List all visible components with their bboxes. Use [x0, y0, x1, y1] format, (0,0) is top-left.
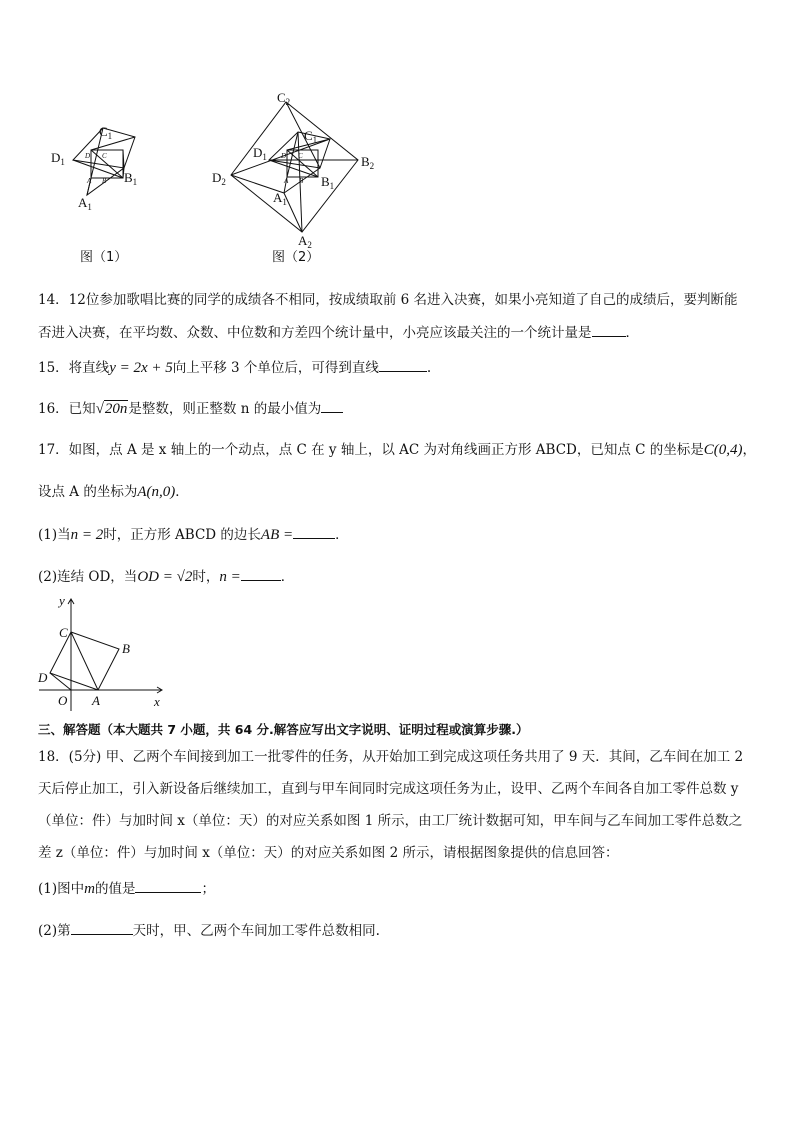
- segment-od: [50, 673, 71, 690]
- q17-line1: 17．如图，点 A 是 x 轴上的一个动点，点 C 在 y 轴上，以 AC 为对角线画正方形 ABCD，已知点 C 的坐标是C(0,4)，: [38, 442, 757, 458]
- q14-line1: 14．12位参加歌唱比赛的同学的成绩各不相同，按成绩取前 6 名进入决赛，如果小亮知道了自己的成绩后，要判断能: [38, 292, 738, 308]
- q17-part2-answer-blank[interactable]: [241, 566, 281, 581]
- label-a-small-2: A: [284, 177, 289, 185]
- label-b2: $B_2$: [361, 154, 375, 171]
- label-o: O: [58, 693, 68, 708]
- label-y: y: [59, 593, 65, 608]
- label-b1: $B_1$: [124, 170, 138, 187]
- label-a2: $A_2$: [298, 233, 312, 250]
- label-b1-fig2: $B_1$: [321, 174, 335, 191]
- q17-part2: (2)连结 OD，当OD = √2时，n = ．: [38, 566, 294, 587]
- section3-title: 三、解答题: [38, 722, 101, 737]
- q18-variable-m: m: [84, 881, 95, 897]
- label-a: A: [92, 693, 100, 708]
- q17-a-coordinate: A(n,0): [137, 484, 176, 500]
- q18-part1: (1)图中m的值是 ；: [38, 878, 215, 899]
- q14-line2: [38, 322, 639, 343]
- label-c: C: [59, 625, 68, 640]
- q17-coordinate-figure: [34, 593, 174, 713]
- label-d: D: [38, 670, 48, 685]
- label-x: x: [154, 694, 160, 709]
- q14-text: 否进入决赛，在平均数、众数、中位数和方差四个统计量中，小亮应该最关注的一个统计量是: [38, 325, 592, 341]
- label-d1-fig2: $D_1$: [253, 145, 267, 162]
- q16-answer-blank[interactable]: [321, 398, 343, 413]
- q16-line: 16．已知√20n是整数，则正整数 n 的最小值为: [38, 398, 343, 419]
- figure-2-caption: 图（2）: [272, 250, 320, 265]
- q18-part2: (2)第 天时，甲、乙两个车间加工零件总数相同.: [38, 920, 380, 941]
- q18-line3: （单位：件）与加时间 x（单位：天）的对应关系如图 1 所示，由工厂统计数据可知，甲车间与乙车间加工零件总数之: [38, 813, 743, 829]
- square-figures: [40, 88, 400, 268]
- q15-expression: y = 2x + 5: [109, 360, 173, 376]
- label-b: B: [122, 641, 130, 656]
- label-b-small-1: B: [102, 177, 107, 185]
- q17-c-coordinate: C(0,4): [703, 442, 743, 458]
- label-c1-fig2: $C_1$: [304, 128, 318, 145]
- q15-answer-blank[interactable]: [379, 357, 427, 372]
- q18-line4: 差 z（单位：件）与加时间 x（单位：天）的对应关系如图 2 所示，请根据图象提供的信息回答：: [38, 845, 619, 861]
- q18-part2-answer-blank[interactable]: [71, 920, 133, 935]
- label-a-small-1: A: [87, 177, 92, 185]
- q17-line2: 设点 A 的坐标为A(n,0)．: [38, 484, 189, 500]
- label-c-small-2: C: [298, 152, 303, 160]
- diagonal-ac: [71, 632, 98, 690]
- q14-answer-blank[interactable]: [592, 322, 626, 337]
- label-d2: $D_2$: [212, 170, 226, 187]
- q18-line2: 天后停止加工，引入新设备后继续加工，直到与甲车间同时完成这项任务为止，设甲、乙两个车间各自加工零件总数 y: [38, 781, 739, 797]
- label-a1-fig2: $A_1$: [273, 190, 287, 207]
- outer-quad-2: [231, 102, 358, 232]
- label-a1: $A_1$: [78, 195, 92, 212]
- q17-part1-answer-blank[interactable]: [293, 524, 335, 539]
- label-d-small-2: D: [281, 152, 287, 160]
- label-d-small-1: D: [85, 152, 91, 160]
- label-d1: $D_1$: [51, 150, 65, 167]
- q16-radicand: 20n: [104, 401, 128, 417]
- section3-heading: [38, 720, 529, 740]
- q15-line: 15．将直线y = 2x + 5向上平移 3 个单位后，可得到直线 .: [38, 357, 431, 378]
- figure-2: [231, 102, 358, 232]
- label-c1: $C_1$: [99, 124, 113, 141]
- label-c2: $C_2$: [277, 90, 291, 107]
- section3-note: （本大题共 7 小题，共 64 分.解答应写出文字说明、证明过程或演算步骤.）: [100, 722, 529, 737]
- label-b-small-2: B: [299, 177, 304, 185]
- q17-part1: (1)当n = 2时，正方形 ABCD 的边长AB = ．: [38, 524, 349, 545]
- q18-part1-answer-blank[interactable]: [135, 878, 201, 893]
- q14-end: ．: [625, 325, 639, 341]
- label-c-small-1: C: [102, 152, 107, 160]
- figure-1-caption: 图（1）: [80, 250, 128, 265]
- q18-line1: 18．(5分) 甲、乙两个车间接到加工一批零件的任务，从开始加工到完成这项任务共用了 9 天．其间，乙车间在加工 2: [38, 749, 744, 765]
- sqrt-symbol: √: [95, 401, 104, 417]
